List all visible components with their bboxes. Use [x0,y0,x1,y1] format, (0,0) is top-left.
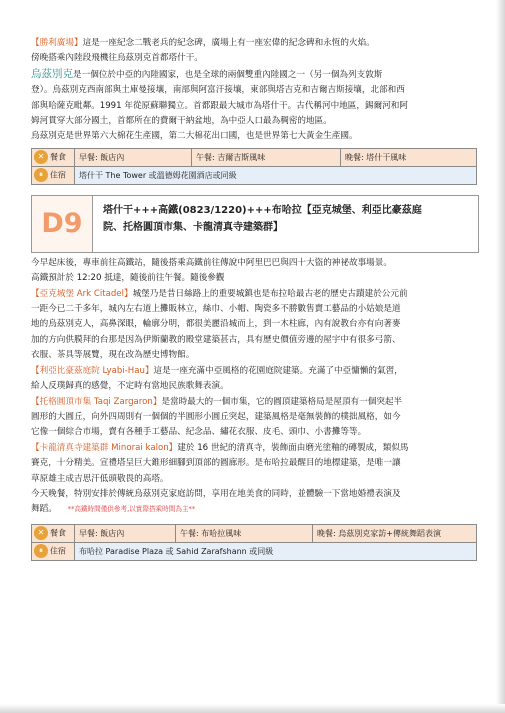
ark-line: 城堡乃是昔日絲路上的重要城鎮也是布拉哈最古老的歷史古蹟建於公元前 [132,288,408,299]
page-shadow-right [496,0,505,713]
uzbekistan-line: 登）。烏茲別克西南部與土庫曼接壤，南部與阿富汗接壤，東部與塔吉克和吉爾吉斯接壤，北部和西 [31,85,405,96]
uzbekistan-line: 是一個位於中亞的內陸國家，也是全球的兩個雙重內陸國之一（另一個為列支敦斯 [73,69,383,80]
paragraph-dinner: 今天晚餐，特別安排於傳統烏茲別克家庭訪問，享用在地美食的同時，並體驗一下當地婚禮表演及 [31,488,401,499]
fork-knife-icon: ✕ [34,150,48,164]
stay-label-cell [32,542,75,560]
taqi-line: 圓形的大圓丘，向外四周則有一個個的半圓形小圓丘突起，建築風格是毫無裝飾的樸拙風格，如今 [31,411,401,422]
day-title [93,196,478,252]
fork-knife-icon: ✕ [34,526,48,540]
bed-icon: ⏸ [34,544,48,558]
lyabi-line: 這是一座充滿中亞風格的花園庭院建築。充滿了中亞慵懶的氣習， [153,365,403,376]
breakfast-cell: 早餐: 飯店內 [75,524,176,542]
day-title-line: 院、托格圓頂市集、卡龍清真寺建築群】 [103,221,283,233]
ark-line: 衣服、茶具等展覽，現在改為歷史博物館。 [31,350,195,361]
uzbekistan-line: 姆河貫穿大部分國土，首都所在的費爾干納盆地，為中亞人口最為稠密的地區。 [31,116,332,127]
lyabi-tag: 【利亞比豪茲庭院 Lyabi-Hau】 [31,365,154,376]
victory-square-text: 這是一座紀念二戰老兵的紀念碑，廣場上有一座宏偉的紀念碑和永恆的火焰。 [82,38,375,48]
stay-label: 住宿 [50,546,66,556]
meal-label: 餐食 [50,152,66,162]
lunch-cell: 午餐: 布哈拉風味 [176,524,313,542]
page-content [31,36,477,561]
lyabi-line: 給人反璞歸真的感覺，不定時有當地民族歌舞表演。 [31,381,229,392]
stay-row [32,542,477,560]
hotel-cell: 塔什干 The Tower 或溫德姆花園酒店或同級 [75,166,477,184]
meal-row [32,148,477,166]
ark-tag: 【亞克城堡 Ark Citadel】 [31,288,133,299]
day-title-line: 塔什干+++高鐵(0823/1220)+++布哈拉【亞克城堡、利亞比豪茲庭 [103,204,422,216]
kalon-tag: 【卡龍清真寺建築群 Minorai kalon】 [31,442,178,453]
dinner-line: 舞蹈。 [31,504,57,515]
paragraph-uzbekistan [31,67,477,83]
ark-line: 地的烏茲別克人，高鼻深眼，輪廓分明，都很美麗沿城而上，到一木柱廊，內有說教台亦有向著麥 [31,319,401,330]
paragraph-arrival: 高鐵預計於 12:20 抵達，隨後前往午餐。隨後參觀 [31,273,225,284]
kalon-line: 建於 16 世紀的清真寺，裝飾面由磨光塗釉的磚製成，類似馬 [177,442,409,453]
kalon-line: 草原雄主成吉思汗低頭敬畏的高塔。 [31,473,169,484]
day-header [31,195,479,253]
meal-table-day9 [31,524,477,561]
day-number: D9 [32,196,93,252]
stay-label: 住宿 [50,170,66,180]
paragraph-morning: 今早起床後，專車前往高鐵站，隨後搭乘高鐵前往傳說中阿里巴巴與四十大盜的神祕故事場景。 [31,257,392,268]
stay-row [32,166,477,184]
dinner-cell: 晚餐: 塔什干風味 [341,148,477,166]
uzbekistan-heading: 烏茲別克 [31,67,73,80]
ark-line: 一距今已二千多年，城內左右道上攤販林立，絲巾、小帽、陶瓷多不勝數售賣工藝品的小姑娘是道 [31,304,401,315]
uzbekistan-line: 烏茲別克是世界第六大棉花生產國，第二大棉花出口國，也是世界第七大黃金生產國。 [31,131,358,142]
dinner-cell: 晚餐: 烏茲別克家訪+傳統舞蹈表演 [313,524,477,542]
bed-icon: ⏸ [34,168,48,182]
meal-label: 餐食 [50,528,66,538]
page-shadow-bottom [0,704,505,713]
paragraph-taqi [31,395,477,410]
paragraph-victory-square [31,36,477,51]
victory-square-tag: 【勝利廣場】 [31,38,83,48]
meal-label-cell [32,524,75,542]
paragraph-flight: 傍晚搭乘內陸段飛機往烏茲別克首都塔什干。 [31,53,203,64]
ark-line: 加的方向供膜拜的台那是因為伊斯蘭教的殿堂建築甚古，具有歷史價值旁邊的屋宇中有很多弓箭、 [31,334,401,345]
breakfast-cell: 早餐: 飯店內 [75,148,192,166]
paragraph-lyabi [31,364,477,379]
taqi-line: 它像一個綜合市場，賣有各種手工藝品、紀念品、繡花衣服、皮毛、頭巾、小書攤等等。 [31,427,367,438]
lunch-cell: 午餐: 吉爾吉斯風味 [192,148,341,166]
train-time-note: **高鐵時間僅供參考,以實際搭乘時間為主** [67,505,196,514]
taqi-tag: 【托格圓頂市集 Taqi Zargaron】 [31,396,162,407]
meal-table-day8 [31,148,477,185]
stay-label-cell [32,166,75,184]
paragraph-dinner-end [31,502,477,517]
paragraph-kalon [31,441,477,456]
taqi-line: 是當時最大的一個市集，它的圓頂建築格局是屋頂有一個突起半 [161,396,403,407]
meal-label-cell [32,148,75,166]
uzbekistan-line: 部與哈薩克毗鄰。1991 年從原蘇聯獨立。首都跟最大城市為塔什干。古代稱河中地區，錫爾河和阿 [31,100,408,111]
kalon-line: 賽克，十分精美。宣禮塔呈巨大錐形細腳到頂部的圓廊形。是布哈拉最醒目的地標建築，是唯一讓 [31,458,401,469]
paragraph-ark [31,287,477,302]
meal-row [32,524,477,542]
hotel-cell: 布哈拉 Paradise Plaza 或 Sahid Zarafshann 或同級 [75,542,477,560]
